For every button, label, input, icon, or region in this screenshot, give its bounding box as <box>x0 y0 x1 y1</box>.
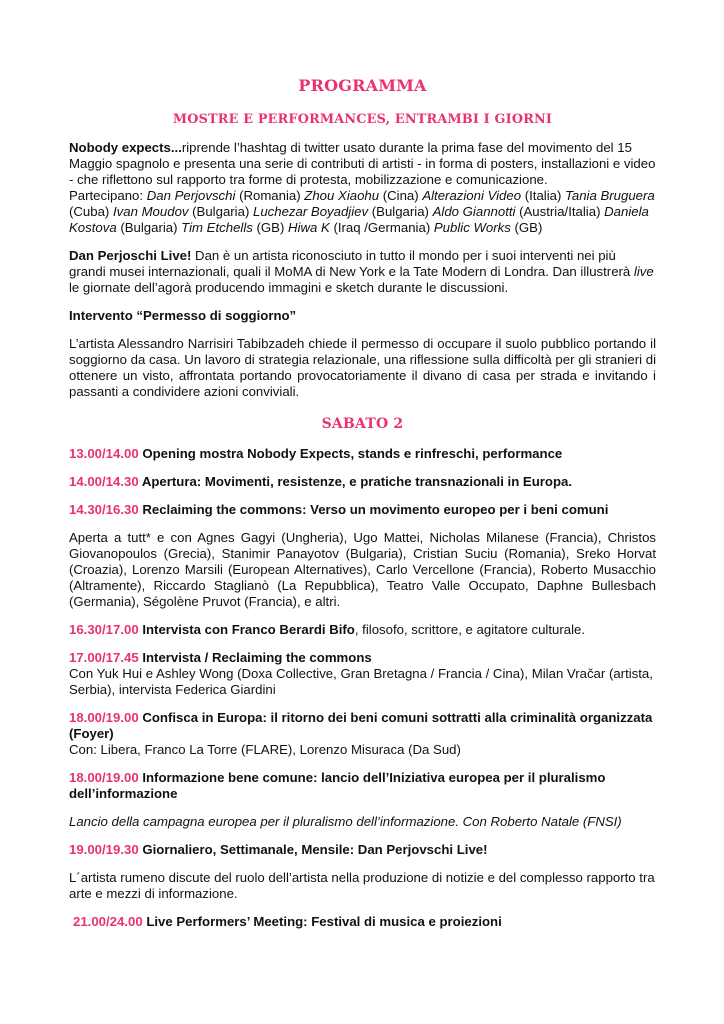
artist-name: Aldo Giannotti <box>432 204 516 219</box>
event-time: 13.00/14.00 <box>69 446 139 461</box>
artist-name: Luchezar Boyadjiev <box>253 204 369 219</box>
event-3 <box>69 502 656 518</box>
artist-origin: (Italia) <box>521 188 566 203</box>
dan-live-section <box>69 248 656 296</box>
dan-live-italic: live <box>633 264 654 279</box>
event-7-description <box>69 814 656 830</box>
participants-label: Partecipano: <box>69 188 147 203</box>
event-time: 17.00/17.45 <box>69 650 139 665</box>
event-title: Reclaiming the commons: Verso un movimento europeo per i beni comuni <box>138 502 609 517</box>
event-9 <box>69 914 656 930</box>
artist-origin: (Bulgaria) <box>368 204 433 219</box>
nobody-expects-section <box>69 140 656 236</box>
day-heading: SABATO 2 <box>321 416 404 432</box>
artist-name: Hiwa K <box>288 220 330 235</box>
artist-origin: (Iraq /Germania) <box>329 220 434 235</box>
artist-name: Ivan Moudov <box>112 204 189 219</box>
dan-live-text: Dan è un artista riconosciuto in tutto il mondo per i suoi interventi nei più grandi musei internazionali, quali il MoMA di New York e la Tate Modern di Londra. Dan illustrerà <box>69 248 634 279</box>
event-description: Con Yuk Hui e Ashley Wong (Doxa Collective, Gran Bretagna / Francia / Cina), Milan Vračar (artista, Serbia), intervista Federica Giardini <box>69 666 653 697</box>
event-6 <box>69 710 656 758</box>
artist-origin: (Romania) <box>235 188 305 203</box>
event-time: 19.00/19.30 <box>69 842 139 857</box>
event-time: 16.30/17.00 <box>69 622 139 637</box>
event-time: 14.00/14.30 <box>69 474 139 489</box>
event-title: Informazione bene comune: lancio dell’Iniziativa europea per il pluralismo dell’informazione <box>69 770 606 801</box>
artist-origin: (Bulgaria) <box>116 220 182 235</box>
dan-live-text-end: le giornate dell’agorà producendo immagini e sketch durante le discussioni. <box>69 280 509 295</box>
event-time: 21.00/24.00 <box>73 914 143 929</box>
artist-name: Public Works <box>433 220 511 235</box>
document-page <box>69 74 656 942</box>
artist-name: Tim Etchells <box>181 220 253 235</box>
event-8 <box>69 842 656 858</box>
intervento-heading <box>69 308 656 324</box>
artist-origin: (GB) <box>510 220 543 235</box>
artist-name: Tania Bruguera <box>565 188 655 203</box>
artist-origin: (Cina) <box>379 188 423 203</box>
dan-live-lead: Dan Perjoschi Live! <box>69 248 192 263</box>
event-description: Con: Libera, Franco La Torre (FLARE), Lorenzo Misuraca (Da Sud) <box>69 742 461 757</box>
artist-name: Daniela Kostova <box>69 204 649 235</box>
event-title: Intervista / Reclaiming the commons <box>138 650 372 665</box>
intervento-heading-text: Intervento “Permesso di soggiorno” <box>69 308 297 323</box>
page-title: PROGRAMMA <box>298 76 427 95</box>
event-1 <box>69 446 656 462</box>
event-title-rest: , filosofo, scrittore, e agitatore culturale. <box>354 622 586 637</box>
nobody-expects-text: riprende l’hashtag di twitter usato durante la prima fase del movimento del 15 Maggio spagnolo e presenta una serie di contributi di artisti - in forma di posters, installazioni e video - che riflettono sul rapporto tra forme di protesta, mobilizzazione e comunicazione. <box>69 140 656 187</box>
intervento-text: L’artista Alessandro Narrisiri Tabibzadeh chiede il permesso di occupare il suolo pubblico portando il soggiorno da casa. Un lavoro di strategia relazionale, una riflessione sulla difficoltà per gli stranieri di ottenere un visto, affrontata portando provocatoriamente il divano di casa per strada e invitando i passanti a condividere azioni conviviali. <box>69 336 656 399</box>
artist-name: Zhou Xiaohu <box>304 188 380 203</box>
event-time: 18.00/19.00 <box>69 770 139 785</box>
nobody-expects-lead: Nobody expects... <box>69 140 182 155</box>
event-title: Live Performers’ Meeting: Festival di musica e proiezioni <box>142 914 502 929</box>
artist-origin: (Cuba) <box>69 204 113 219</box>
artist-origin: (Bulgaria) <box>188 204 253 219</box>
event-title: Giornaliero, Settimanale, Mensile: Dan Perjovschi Live! <box>138 842 488 857</box>
event-title: Opening mostra Nobody Expects, stands e rinfreschi, performance <box>138 446 563 461</box>
artist-name: Alterazioni Video <box>422 188 522 203</box>
artist-name: Dan Perjovschi <box>146 188 236 203</box>
artist-origin: (GB) <box>252 220 289 235</box>
event-time: 18.00/19.00 <box>69 710 139 725</box>
event-title: Confisca in Europa: il ritorno dei beni comuni sottratti alla criminalità organizzata (Foyer) <box>69 710 653 741</box>
page-subtitle: MOSTRE E PERFORMANCES, ENTRAMBI I GIORNI <box>172 112 553 127</box>
event-7 <box>69 770 656 802</box>
event-8-description: L´artista rumeno discute del ruolo dell’artista nella produzione di notizie e del complesso rapporto tra arte e mezzi di informazione. <box>69 870 655 901</box>
event-5 <box>69 650 656 698</box>
event-title: Intervista con Franco Berardi Bifo <box>138 622 355 637</box>
event-3-description: Aperta a tutt* e con Agnes Gagyi (Ungheria), Ugo Mattei, Nicholas Milanese (Francia), Christos Giovanopoulos (Grecia), Stanimir Panayotov (Bulgaria), Cristian Suciu (Romania), Sreko Horvat (Croazia), Lorenzo Marsili (European Alternatives), Carlo Vercellone (Francia), Roberto Musacchio (Altramente), Riccardo Staglianò (La Repubblica), Teatro Valle Occupato, Daphne Bullesbach (Germania), Ségolène Pruvot (Francia), e altri. <box>69 530 656 609</box>
event-2 <box>69 474 656 490</box>
event-4 <box>69 622 656 638</box>
artist-origin: (Austria/Italia) <box>515 204 605 219</box>
event-time: 14.30/16.30 <box>69 502 139 517</box>
event-description: Lancio della campagna europea per il pluralismo dell’informazione. Con Roberto Natale (FNSI) <box>69 814 622 829</box>
event-title: Apertura: Movimenti, resistenze, e pratiche transnazionali in Europa. <box>138 474 573 489</box>
